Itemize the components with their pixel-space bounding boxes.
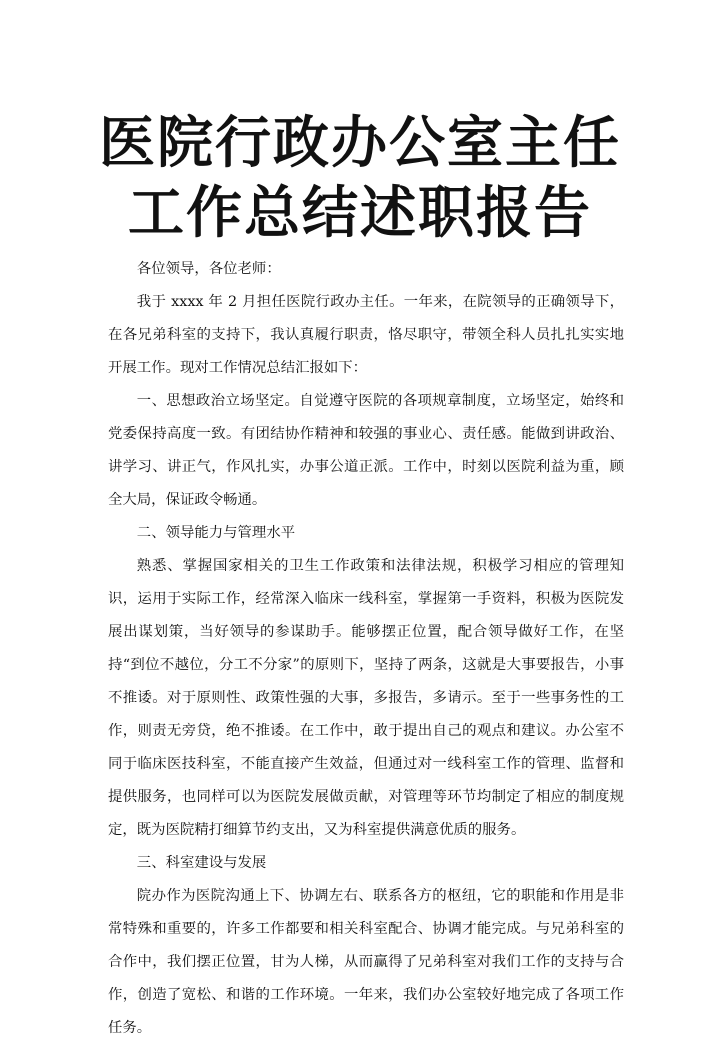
document-body [108, 253, 624, 1045]
salutation: 各位领导，各位老师： [136, 261, 281, 277]
paragraph-intro: 我于 xxxx 年 2 月担任医院行政办主任。一年来，在院领导的正确领导下，在各兄弟科室的支持下，我认真履行职责，恪尽职守，带领全科人员扎扎实实地开展工作。现对工作情况总结汇报如下： [108, 294, 624, 376]
paragraph-section-2: 熟悉、掌握国家相关的卫生工作政策和法律法规，积极学习相应的管理知识，运用于实际工作，经常深入临床一线科室，掌握第一手资料，积极为医院发展出谋划策，当好领导的参谋助手。能够摆正位置，配合领导做好工作，在坚持“到位不越位，分工不分家”的原则下，坚持了两条，这就是大事要报告，小事不推诿。对于原则性、政策性强的大事，多报告，多请示。至于一些事务性的工作，则责无旁贷，绝不推诿。在工作中，敢于提出自己的观点和建议。办公室不同于临床医技科室，不能直接产生效益，但通过对一线科室工作的管理、监督和提供服务，也同样可以为医院发展做贡献，对管理等环节均制定了相应的制度规定，既为医院精打细算节约支出，又为科室提供满意优质的服务。 [108, 558, 624, 838]
document-title-line-2: 工作总结述职报告 [128, 180, 592, 246]
paragraph-section-1: 一、思想政治立场坚定。自觉遵守医院的各项规章制度，立场坚定，始终和党委保持高度一致。有团结协作精神和较强的事业心、责任感。能做到讲政治、讲学习、讲正气，作风扎实，办事公道正派。工作中，时刻以医院利益为重，顾全大局，保证政令畅通。 [108, 393, 624, 508]
section-heading-2: 二、领导能力与管理水平 [136, 525, 296, 541]
document-title-line-1: 医院行政办公室主任 [99, 110, 621, 176]
section-heading-3: 三、科室建设与发展 [136, 855, 267, 871]
paragraph-section-3: 院办作为医院沟通上下、协调左右、联系各方的枢纽，它的职能和作用是非常特殊和重要的，许多工作都要和相关科室配合、协调才能完成。与兄弟科室的合作中，我们摆正位置，甘为人梯，从而赢得了兄弟科室对我们工作的支持与合作，创造了宽松、和谐的工作环境。一年来，我们办公室较好地完成了各项工作任务。 [108, 888, 624, 1036]
